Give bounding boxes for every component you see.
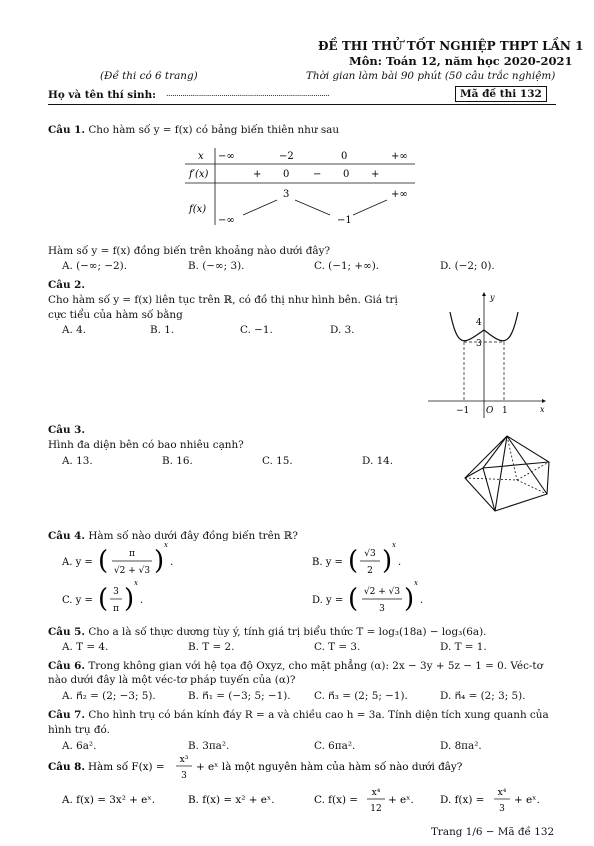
svg-text:(: ( (98, 546, 109, 576)
q5-option-c: C. T = 3. (314, 641, 361, 653)
q4-c-exp: x (134, 579, 138, 587)
graph-y-label: y (490, 293, 495, 302)
q6-option-b: B. n⃗₁ = (−3; 5; −1). (188, 690, 291, 702)
q1-option-c: C. (−1; +∞). (314, 260, 380, 272)
q6-text-line1: Trong không gian với hệ tọa độ Oxyz, cho mặt phẳng (α): 2x − 3y + 5z − 1 = 0. Véc-tơ (88, 660, 543, 672)
q7-text-line2: hình trụ đó. (48, 724, 110, 736)
graph-origin-label: O (486, 406, 494, 416)
table-arrow (243, 200, 277, 215)
table-arrow (353, 200, 387, 215)
svg-text:.: . (170, 557, 174, 568)
svg-text:.: . (140, 595, 144, 606)
q4-a-num: π (129, 549, 135, 559)
q2-function-graph (420, 290, 550, 422)
q8-d-pre: D. f(x) = (440, 794, 485, 806)
q1-option-a: A. (−∞; −2). (62, 260, 128, 272)
q8-text-pre: Hàm số F(x) = (88, 761, 165, 773)
table-f-val: −∞ (218, 215, 235, 226)
q4-d-den: 3 (379, 604, 385, 614)
svg-text:): ) (124, 584, 135, 614)
q2-option-a: A. 4. (62, 324, 87, 336)
q6-text-line2: nào dưới đây là một véc-tơ pháp tuyến của (α)? (48, 674, 296, 686)
q8-d-den: 3 (499, 804, 505, 814)
svg-text:.: . (420, 595, 424, 606)
q7-label: Câu 7. (48, 709, 86, 721)
pages-note: (Đề thi có 6 trang) (100, 70, 198, 82)
q4-d-exp: x (414, 579, 418, 587)
svg-text:(: ( (348, 584, 359, 614)
candidate-name-dots: ................................................................................ (166, 89, 330, 98)
q3-option-a: A. 13. (62, 455, 93, 467)
q4-d-prefix: D. y = (312, 595, 344, 606)
q4-label: Câu 4. (48, 530, 86, 542)
table-sign: + (253, 169, 262, 180)
table-sign: − (313, 169, 322, 180)
q6-option-d: D. n⃗₄ = (2; 3; 5). (440, 690, 526, 702)
table-x-val: −2 (279, 151, 294, 162)
q1-option-b: B. (−∞; 3). (188, 260, 245, 272)
table-f-val: +∞ (391, 189, 408, 200)
page-footer: Trang 1/6 − Mã đề 132 (431, 826, 555, 838)
q8-d-post: + eˣ. (514, 794, 540, 806)
table-x-val: +∞ (391, 151, 408, 162)
q4-a-den: √2 + √3 (113, 566, 151, 576)
q4-c-num: 3 (113, 587, 119, 597)
q4-c-prefix: C. y = (62, 595, 93, 606)
table-f-label: f(x) (189, 204, 207, 215)
q1-label: Câu 1. (48, 124, 86, 136)
table-sign: + (371, 169, 380, 180)
time-note: Thời gian làm bài 90 phút (50 câu trắc nghiệm) (306, 70, 556, 82)
q8-c-num: x⁴ (371, 788, 381, 798)
graph-x-label: x (540, 405, 545, 414)
q5-option-b: B. T = 2. (188, 641, 235, 653)
q2-text-line1: Cho hàm số y = f(x) liên tục trên ℝ, có đồ thị như hình bên. Giá trị (48, 294, 398, 306)
q2-text-line2: cực tiểu của hàm số bằng (48, 309, 183, 321)
q7-text-line1: Cho hình trụ có bán kính đáy R = a và chiều cao h = 3a. Tính diện tích xung quanh của (88, 709, 549, 721)
q4-b-prefix: B. y = (312, 557, 343, 568)
q8-label: Câu 8. (48, 761, 86, 773)
q2-option-c: C. −1. (240, 324, 273, 336)
variation-table (185, 145, 420, 228)
svg-text:.: . (398, 557, 402, 568)
q5-option-d: D. T = 1. (440, 641, 487, 653)
q7-option-a: A. 6a². (62, 740, 97, 752)
candidate-name-label: Họ và tên thí sinh: (48, 89, 156, 101)
q5-label: Câu 5. (48, 626, 86, 638)
q3-option-c: C. 15. (262, 455, 293, 467)
q6-option-a: A. n⃗₂ = (2; −3; 5). (62, 690, 156, 702)
q8-option-b: B. f(x) = x² + eˣ. (188, 794, 275, 806)
q4-text: Hàm số nào dưới đây đồng biến trên ℝ? (88, 530, 298, 542)
svg-text:): ) (382, 546, 393, 576)
exam-title: ĐỀ THI THỬ TỐT NGHIỆP THPT LẦN 1 (318, 39, 584, 53)
table-arrow (295, 200, 330, 215)
graph-x-neg-label: −1 (456, 406, 470, 416)
exam-subject: Môn: Toán 12, năm học 2020-2021 (349, 54, 573, 68)
q8-block (46, 754, 556, 818)
q8-option-a: A. f(x) = 3x² + eˣ. (62, 794, 156, 806)
q4-c-den: π (113, 604, 119, 614)
q3-text: Hình đa diện bên có bao nhiêu cạnh? (48, 439, 244, 451)
q5-option-a: A. T = 4. (62, 641, 109, 653)
q1-text: Cho hàm số y = f(x) có bảng biến thiên như sau (88, 124, 340, 136)
q8-frac-den: 3 (181, 771, 187, 781)
q3-option-d: D. 14. (362, 455, 394, 467)
q1-stem (48, 124, 339, 136)
q8-c-den: 12 (370, 804, 382, 814)
q8-c-post: + eˣ. (388, 794, 414, 806)
q1-option-d: D. (−2; 0). (440, 260, 495, 272)
svg-text:(: ( (348, 546, 359, 576)
graph-y4-label: 4 (476, 318, 482, 328)
table-x-val: −∞ (218, 151, 235, 162)
q3-label: Câu 3. (48, 424, 86, 436)
q4-a-exp: x (164, 541, 168, 549)
graph-x-pos-label: 1 (502, 406, 508, 416)
q8-d-num: x⁴ (497, 788, 507, 798)
graph-y3-label: 3 (476, 339, 482, 349)
q6-label: Câu 6. (48, 660, 86, 672)
svg-text:): ) (404, 584, 415, 614)
q1-question: Hàm số y = f(x) đồng biến trên khoảng nào dưới đây? (48, 245, 331, 257)
q2-option-d: D. 3. (330, 324, 355, 336)
q3-option-b: B. 16. (162, 455, 193, 467)
header-divider (48, 104, 556, 105)
q4-d-num: √2 + √3 (363, 587, 401, 597)
q4-b-exp: x (392, 541, 396, 549)
exam-code-box: Mã đề thi 132 (455, 86, 547, 102)
table-fp-label: f′(x) (189, 169, 209, 180)
q7-stem (48, 709, 549, 721)
q4-b-num: √3 (364, 549, 376, 559)
q7-option-c: C. 6πa². (314, 740, 356, 752)
q6-stem (48, 660, 543, 672)
table-x-val: 0 (341, 151, 348, 162)
q7-option-d: D. 8πa². (440, 740, 482, 752)
table-f-val: 3 (283, 189, 290, 200)
q6-option-c: C. n⃗₃ = (2; 5; −1). (314, 690, 408, 702)
q4-options (58, 541, 558, 619)
table-sign: 0 (283, 169, 290, 180)
q5-text: Cho a là số thực dương tùy ý, tính giá trị biểu thức T = log₃(18a) − log₃(6a). (88, 626, 487, 638)
q7-option-b: B. 3πa². (188, 740, 230, 752)
q2-option-b: B. 1. (150, 324, 175, 336)
table-f-val: −1 (337, 215, 352, 226)
svg-text:(: ( (98, 584, 109, 614)
q8-text-post: + eˣ là một nguyên hàm của hàm số nào dưới đây? (196, 761, 463, 773)
table-x-label: x (198, 151, 204, 162)
q4-b-den: 2 (367, 566, 373, 576)
table-sign: 0 (343, 169, 350, 180)
q4-a-prefix: A. y = (62, 557, 93, 568)
q8-c-pre: C. f(x) = (314, 794, 359, 806)
svg-text:): ) (154, 546, 165, 576)
q2-label: Câu 2. (48, 279, 86, 291)
q8-frac-num: x³ (179, 755, 189, 765)
q5-stem (48, 626, 486, 638)
polyhedron-figure (455, 432, 555, 514)
